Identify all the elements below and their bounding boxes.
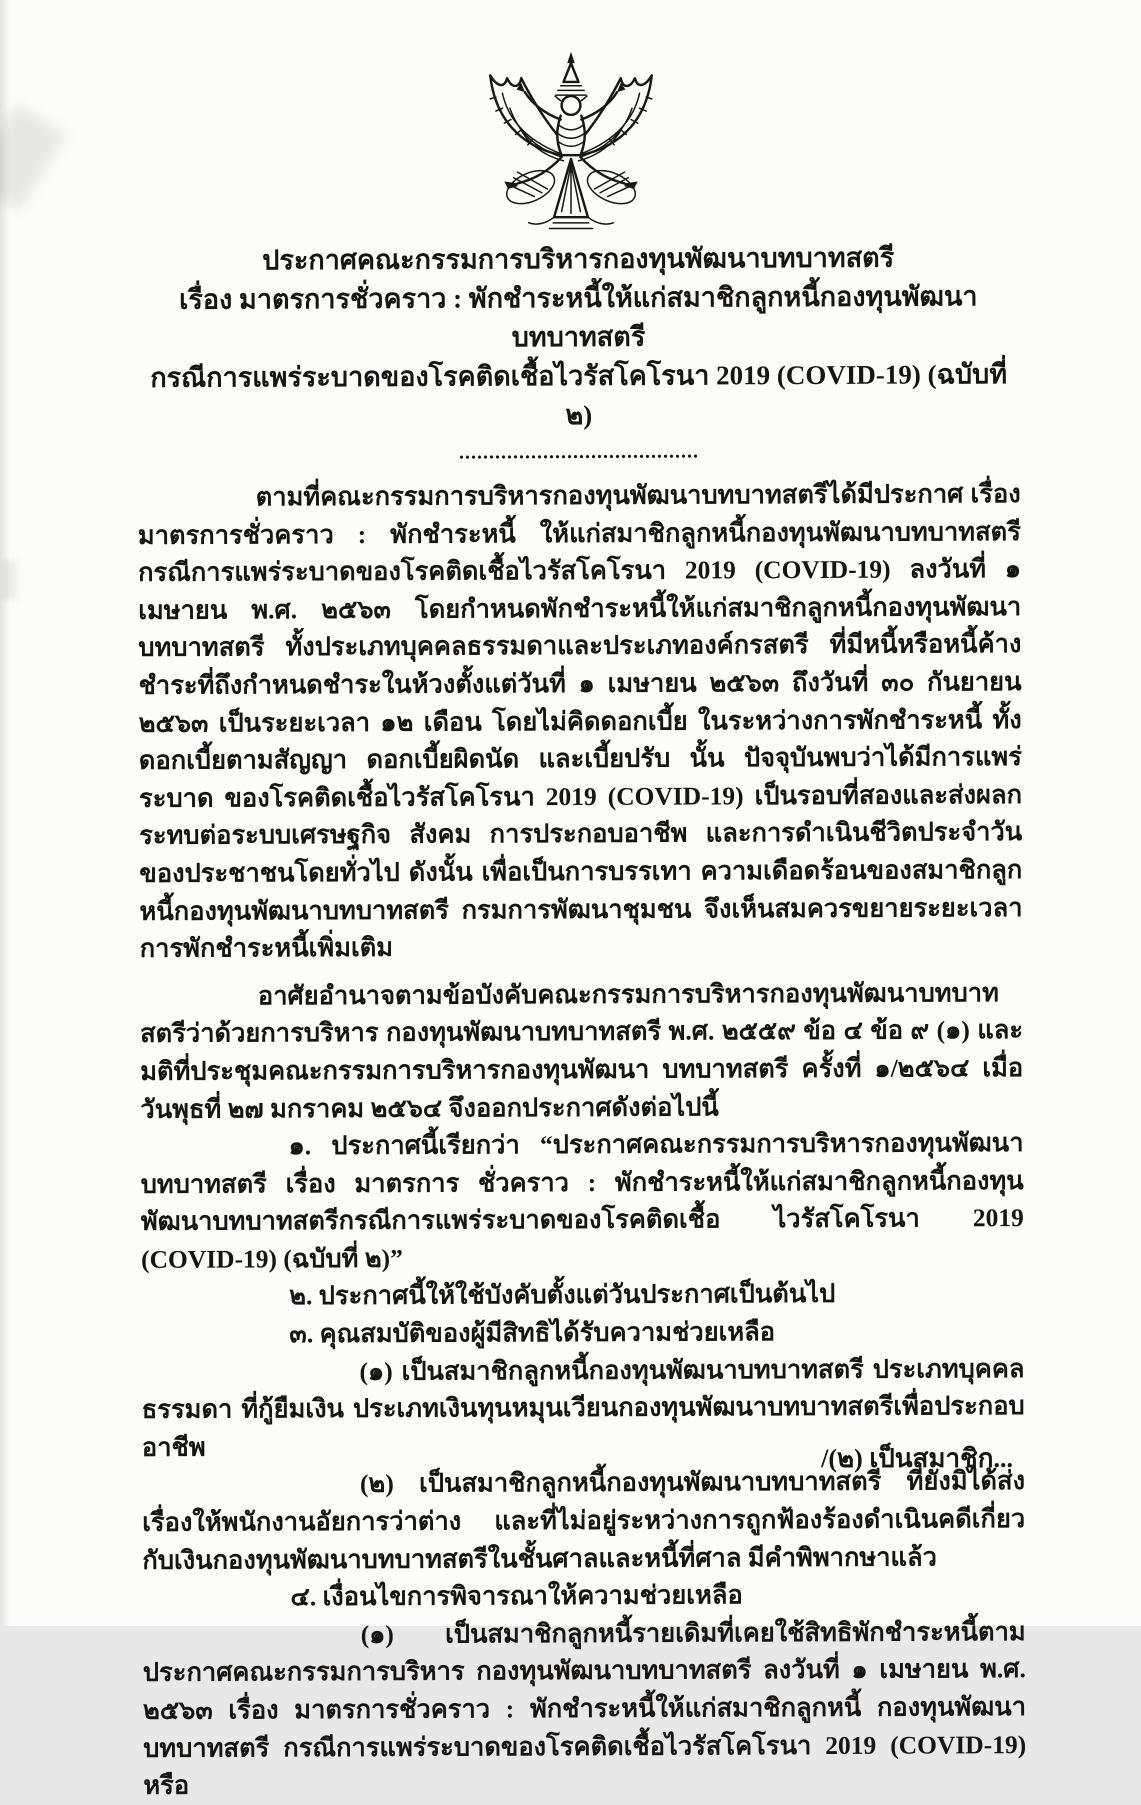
document-content — [137, 238, 1027, 1805]
scan-smudge — [2, 560, 16, 600]
announcement-title — [137, 238, 1021, 437]
clause-3-sub-2: (๒) เป็นสมาชิกลูกหนี้กองทุนพัฒนาบทบาทสตรี ที่ยังมิได้ส่งเรื่องให้พนักงานอัยการว่าต่าง และที่ไม่อยู่ระหว่างการถูกฟ้องร้องดำเนินคดีเกี่ยวกับเงินกองทุนพัฒนาบทบาทสตรีในชั้นศาลและหนี้ที่ศาล มีคำพิพากษาแล้ว — [142, 1466, 1026, 1575]
continuation-note: /(๒) เป็นสมาชิก... — [821, 1444, 1013, 1473]
title-line-3: กรณีการแพร่ระบาดของโรคติดเชื้อไวรัสโคโรนา 2019 (COVID-19) (ฉบับที่ ๒) — [150, 359, 1008, 431]
clause-4-sub-1: (๑) เป็นสมาชิกลูกหนี้รายเดิมที่เคยใช้สิทธิพักชำระหนี้ตามประกาศคณะกรรมการบริหาร กองทุนพัฒนาบทบาทสตรี ลงวันที่ ๑ เมษายน พ.ศ. ๒๕๖๓ เรื่อง มาตรการชั่วคราว : พักชำระหนี้ให้แก่สมาชิกลูกหนี้ กองทุนพัฒนาบทบาทสตรี กรณีการแพร่ระบาดของโรคติดเชื้อไวรัสโคโรนา 2019 (COVID-19) หรือ — [142, 1616, 1027, 1801]
scan-smudge — [0, 103, 67, 211]
scan-edge-shadow — [0, 0, 10, 1626]
paragraph-preamble: ตามที่คณะกรรมการบริหารกองทุนพัฒนาบทบาทสตรีได้มีประกาศ เรื่อง มาตรการชั่วคราว : พักชำระหนี้ ให้แก่สมาชิกลูกหนี้กองทุนพัฒนาบทบาทสตรี กรณีการแพร่ระบาดของโรคติดเชื้อไวรัสโคโรนา 2019 (COVID-19) ลงวันที่ ๑ เมษายน พ.ศ. ๒๕๖๓ โดยกำหนดพักชำระหนี้ให้แก่สมาชิกลูกหนี้กองทุนพัฒนาบทบาทสตรี ทั้งประเภทบุคคลธรรมดาและประเภทองค์กรสตรี ที่มีหนี้หรือหนี้ค้างชำระที่ถึงกำหนดชำระในห้วงตั้งแต่วันที่ ๑ เมษายน ๒๕๖๓ ถึงวันที่ ๓๐ กันยายน ๒๕๖๓ เป็นระยะเวลา ๑๒ เดือน โดยไม่คิดดอกเบี้ย ในระหว่างการพักชำระหนี้ ทั้งดอกเบี้ยตามสัญญา ดอกเบี้ยผิดนัด และเบี้ยปรับ นั้น ปัจจุบันพบว่าได้มีการแพร่ระบาด ของโรคติดเชื้อไวรัสโคโรนา 2019 (COVID-19) เป็นรอบที่สองและส่งผลกระทบต่อระบบเศรษฐกิจ สังคม การประกอบอาชีพ และการดำเนินชีวิตประจำวันของประชาชนโดยทั่วไป ดังนั้น เพื่อเป็นการบรรเทา ความเดือดร้อนของสมาชิกลูกหนี้กองทุนพัฒนาบทบาทสตรี กรมการพัฒนาชุมชน จึงเห็นสมควรขยายระยะเวลา การพักชำระหนี้เพิ่มเติม — [137, 479, 1023, 964]
clause-4: ๔. เงื่อนไขการพิจารณาให้ความช่วยเหลือ — [290, 1580, 743, 1612]
title-line-2: เรื่อง มาตรการชั่วคราว : พักชำระหนี้ให้แก่สมาชิกลูกหนี้กองทุนพัฒนาบทบาทสตรี — [179, 281, 978, 353]
clause-3: ๓. คุณสมบัติของผู้มีสิทธิได้รับความช่วยเหลือ — [289, 1317, 776, 1349]
clause-1: ๑. ประกาศนี้เรียกว่า “ประกาศคณะกรรมการบริหารกองทุนพัฒนาบทบาทสตรี เรื่อง มาตรการ ชั่วคราว : พักชำระหนี้ให้แก่สมาชิกลูกหนี้กองทุนพัฒนาบทบาทสตรีกรณีการแพร่ระบาดของโรคติดเชื้อ ไวรัสโคโรนา 2019 (COVID-19) (ฉบับที่ ๒)” — [140, 1128, 1024, 1274]
title-line-1: ประกาศคณะกรรมการบริหารกองทุนพัฒนาบทบาทสตรี — [262, 242, 895, 276]
document-body — [138, 475, 1027, 1805]
paragraph-authority: อาศัยอำนาจตามข้อบังคับคณะกรรมการบริหารกองทุนพัฒนาบทบาทสตรีว่าด้วยการบริหาร กองทุนพัฒนาบทบาทสตรี พ.ศ. ๒๕๕๙ ข้อ ๔ ข้อ ๙ (๑) และมติที่ประชุมคณะกรรมการบริหารกองทุนพัฒนา บทบาทสตรี ครั้งที่ ๑/๒๕๖๔ เมื่อวันพุธที่ ๒๗ มกราคม ๒๕๖๔ จึงออกประกาศดังต่อไปนี้ — [139, 977, 1024, 1124]
clause-3-sub-1: (๑) เป็นสมาชิกลูกหนี้กองทุนพัฒนาบทบาทสตรี ประเภทบุคคลธรรมดา ที่กู้ยืมเงิน ประเภทเงินทุนหมุนเวียนกองทุนพัฒนาบทบาทสตรีเพื่อประกอบอาชีพ — [141, 1353, 1025, 1462]
garuda-emblem-icon — [463, 50, 679, 241]
clause-2: ๒. ประกาศนี้ให้ใช้บังคับตั้งแต่วันประกาศเป็นต้นไป — [289, 1279, 836, 1311]
dotted-divider: ........................................ — [458, 440, 700, 464]
